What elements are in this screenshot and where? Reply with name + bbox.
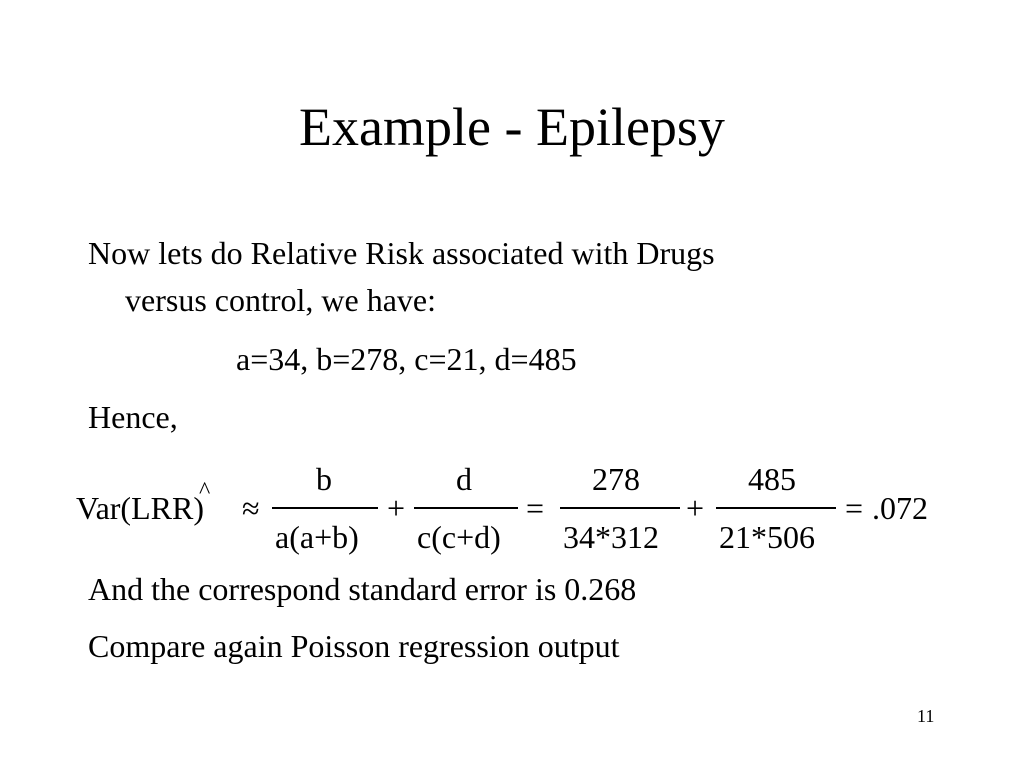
frac3-numerator: 278 <box>592 461 640 497</box>
variance-formula <box>0 455 1024 565</box>
page-number: 11 <box>917 706 935 726</box>
equals-sign: = <box>845 490 864 526</box>
slide-title: Example - Epilepsy <box>299 97 725 157</box>
frac1-bar <box>272 507 378 509</box>
plus-sign: + <box>387 490 406 526</box>
paragraph-relative-risk-line1: Now lets do Relative Risk associated with Drugs <box>88 235 715 271</box>
approx-symbol: ≈ <box>242 490 260 526</box>
cell-values: a=34, b=278, c=21, d=485 <box>236 341 577 377</box>
frac4-denominator: 21*506 <box>719 519 815 555</box>
formula-lhs: Var(LRR) <box>76 490 204 526</box>
compare-text: Compare again Poisson regression output <box>88 628 620 664</box>
paragraph-relative-risk-line2: versus control, we have: <box>125 282 437 318</box>
hat-accent: ^ <box>199 478 211 504</box>
frac4-bar <box>716 507 836 509</box>
frac1-numerator: b <box>316 461 332 497</box>
frac4-numerator: 485 <box>748 461 796 497</box>
frac1-denominator: a(a+b) <box>275 519 359 555</box>
standard-error-text: And the correspond standard error is 0.268 <box>88 571 637 607</box>
frac2-numerator: d <box>456 461 472 497</box>
equals-sign: = <box>526 490 545 526</box>
frac3-bar <box>560 507 680 509</box>
frac2-denominator: c(c+d) <box>417 519 501 555</box>
formula-result: .072 <box>872 490 928 526</box>
hence-text: Hence, <box>88 399 178 435</box>
plus-sign: + <box>686 490 705 526</box>
frac3-denominator: 34*312 <box>563 519 659 555</box>
frac2-bar <box>414 507 518 509</box>
